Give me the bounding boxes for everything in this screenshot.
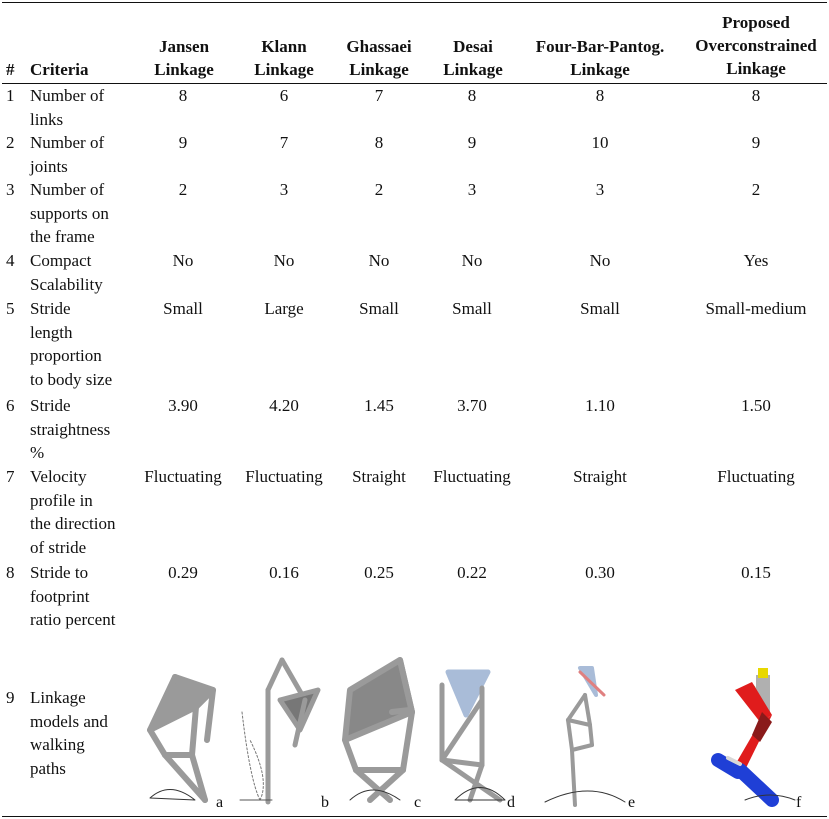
row-criteria: Velocity profile in the direction of stride: [30, 467, 116, 557]
row-criteria: Number of links: [30, 86, 105, 129]
table-cell: 0.25: [364, 563, 394, 582]
row-number: 5: [6, 299, 15, 318]
table-cell: Fluctuating: [433, 467, 511, 486]
row-criteria: Linkage models and walking paths: [30, 688, 108, 778]
header-ghassaei: Ghassaei Linkage: [346, 37, 412, 79]
header-criteria: Criteria: [30, 60, 89, 79]
table-cell: 8: [178, 86, 188, 105]
proposed-model: [718, 668, 795, 800]
row-number: 6: [6, 396, 15, 415]
table-cell: 8: [467, 86, 477, 105]
table-cell: 2: [374, 180, 384, 199]
table-cell: 8: [751, 86, 761, 105]
table-cell: 9: [178, 133, 188, 152]
table-cell: No: [461, 251, 483, 270]
row-criteria: Number of joints: [30, 133, 105, 176]
row-number: 9: [6, 688, 15, 707]
header-desai: Desai Linkage: [443, 37, 503, 79]
table-cell: Straight: [573, 467, 627, 486]
table-cell: Fluctuating: [245, 467, 323, 486]
table-cell: No: [589, 251, 611, 270]
table-cell: 10: [591, 133, 609, 152]
table-cell: 3: [467, 180, 477, 199]
table-cell: 8: [595, 86, 605, 105]
bottom-rule: [2, 816, 827, 817]
table-cell: 2: [751, 180, 761, 199]
table-cell: Small: [359, 299, 399, 318]
table-cell: 4.20: [269, 396, 299, 415]
row-criteria: Number of supports on the frame: [30, 180, 109, 246]
model-label-b: b: [321, 794, 329, 811]
table-cell: 1.50: [741, 396, 771, 415]
table-cell: 9: [467, 133, 477, 152]
table-cell: Small: [580, 299, 620, 318]
table-cell: Large: [264, 299, 304, 318]
klann-model: [240, 660, 318, 802]
table-cell: Yes: [743, 251, 769, 270]
table-cell: Fluctuating: [717, 467, 795, 486]
row-criteria: Stride straightness %: [30, 396, 111, 462]
table-cell: Fluctuating: [144, 467, 222, 486]
row-number: 3: [6, 180, 15, 199]
row-criteria: Stride to footprint ratio percent: [30, 563, 116, 629]
row-criteria: Compact Scalability: [30, 251, 103, 294]
table-cell: 3: [279, 180, 289, 199]
table-cell: 3.90: [168, 396, 198, 415]
table-cell: 3: [595, 180, 605, 199]
table-cell: 2: [178, 180, 188, 199]
table-cell: 0.22: [457, 563, 487, 582]
header-proposed: Proposed Overconstrained Linkage: [695, 13, 817, 78]
table-cell: 0.16: [269, 563, 299, 582]
row-number: 4: [6, 251, 15, 270]
table-cell: Straight: [352, 467, 406, 486]
row-number: 8: [6, 563, 15, 582]
model-label-c: c: [414, 794, 422, 811]
table-cell: 8: [374, 133, 384, 152]
table-cell: 9: [751, 133, 761, 152]
table-cell: 7: [279, 133, 289, 152]
header-klann: Klann Linkage: [254, 37, 314, 79]
model-label-a: a: [216, 794, 224, 811]
header-fourbar: Four-Bar-Pantog. Linkage: [535, 37, 665, 79]
jansen-model: [150, 677, 213, 800]
table-cell: No: [273, 251, 295, 270]
model-label-d: d: [507, 794, 515, 811]
table-cell: 7: [374, 86, 384, 105]
table-cell: Small-medium: [705, 299, 807, 318]
table-cell: No: [172, 251, 194, 270]
table-cell: 0.15: [741, 563, 771, 582]
table-cell: 3.70: [457, 396, 487, 415]
row-number: 7: [6, 467, 15, 486]
table-cell: 6: [279, 86, 289, 105]
desai-model: [442, 672, 505, 800]
table-cell: 1.45: [364, 396, 394, 415]
ghassaei-model: [345, 660, 412, 800]
row-number: 2: [6, 133, 15, 152]
model-label-f: f: [796, 794, 802, 811]
table-cell: No: [368, 251, 390, 270]
header-num: #: [6, 60, 15, 79]
table-cell: Small: [452, 299, 492, 318]
row-criteria: Stride length proportion to body size: [30, 299, 113, 389]
fourbar-model: [545, 668, 625, 805]
row-number: 1: [6, 86, 15, 105]
table-cell: Small: [163, 299, 203, 318]
model-label-e: e: [628, 794, 636, 811]
header-jansen: Jansen Linkage: [154, 37, 214, 79]
table-cell: 0.29: [168, 563, 198, 582]
table-cell: 1.10: [585, 396, 615, 415]
table-cell: 0.30: [585, 563, 615, 582]
